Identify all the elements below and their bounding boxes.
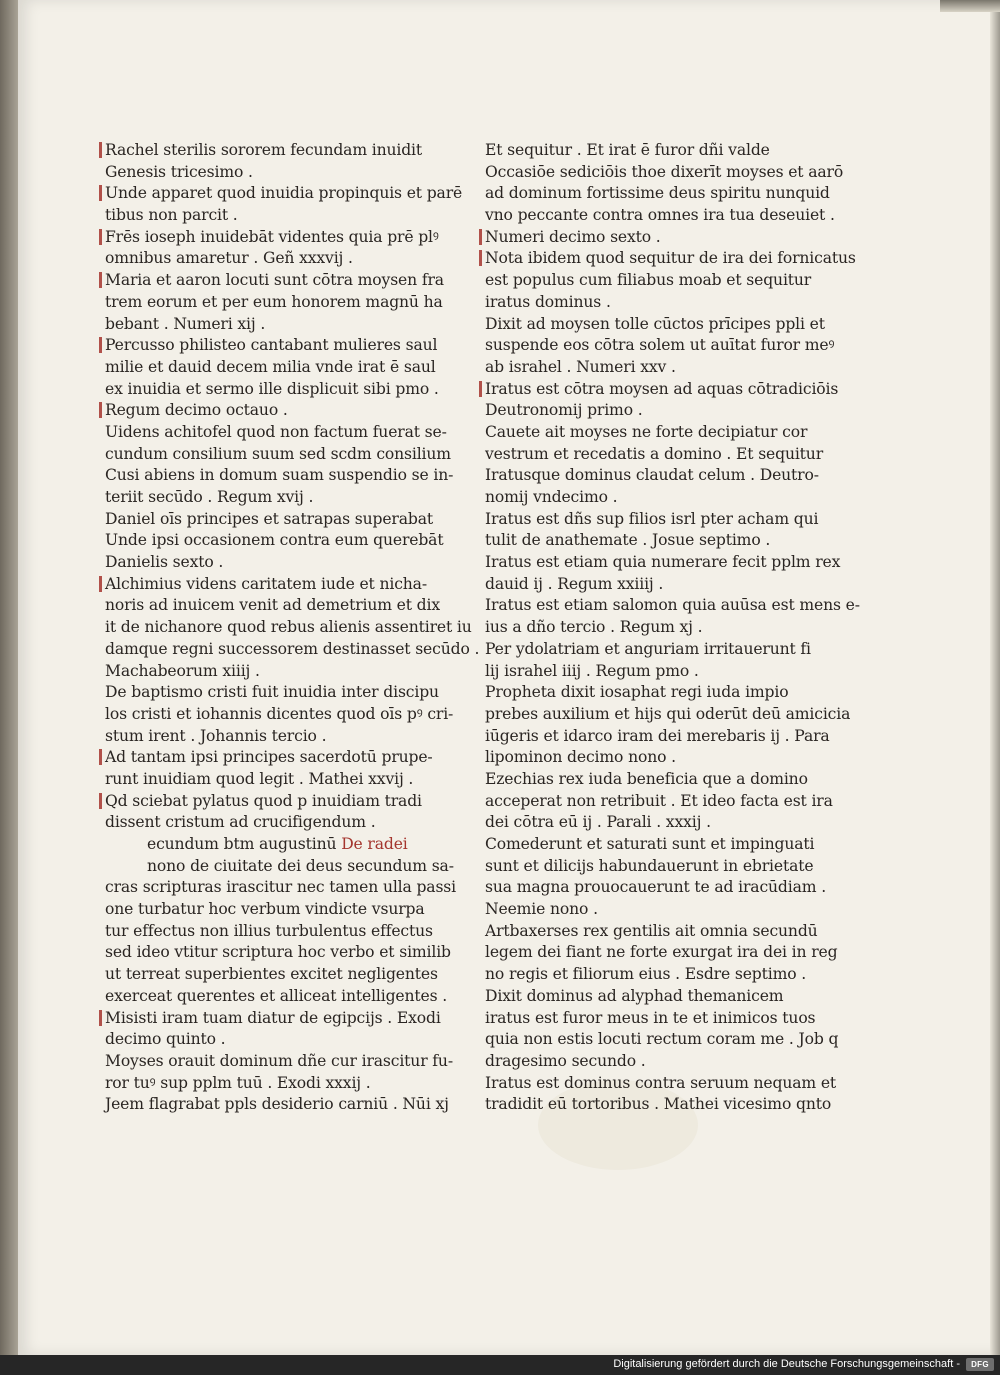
text-line (105, 661, 425, 683)
text-line (105, 140, 425, 162)
line-text: nomij vndecimo . (485, 488, 618, 506)
book-gutter (0, 0, 18, 1355)
rubric-mark (99, 402, 102, 418)
line-text: Unde ipsi occasionem contra eum querebāt (105, 531, 444, 550)
line-text: it de nichanore quod rebus alienis assentiret iu (105, 618, 472, 637)
text-line (105, 422, 447, 444)
text-line (105, 747, 433, 769)
line-text: Iratus est etiam salomon quia auūsa est mens e- (485, 596, 860, 615)
line-text: Artbaxerses rex gentilis ait omnia secundū (485, 921, 818, 940)
line-text: Deutronomij primo . (485, 401, 643, 420)
line-text: Iratus est etiam quia numerare fecit pplm rex (485, 553, 841, 572)
line-text: legem dei fiant ne forte exurgat ira dei in reg (485, 943, 838, 962)
line-text: ab israhel . Numeri xxv . (485, 357, 676, 376)
line-text: Alchimius videns caritatem iude et nicha- (105, 574, 427, 593)
line-text: Dixit ad moysen tolle cūctos prīcipes ppli et (485, 314, 825, 333)
text-line (485, 812, 805, 834)
text-line (105, 530, 444, 552)
line-text: Frēs ioseph inuidebāt videntes quia prē plꝰ (105, 227, 439, 246)
line-text: trem eorum et per eum honorem magnū ha (105, 292, 443, 311)
rubric-mark (99, 337, 102, 353)
text-line (105, 964, 438, 986)
text-line (485, 747, 805, 769)
text-line (105, 921, 433, 943)
text-line (485, 639, 811, 661)
line-text: no regis et filiorum eius . Esdre septimo . (485, 965, 807, 984)
text-line (485, 270, 812, 292)
text-line (105, 682, 439, 704)
text-line (485, 292, 805, 314)
text-line (105, 183, 463, 205)
text-line (485, 379, 839, 401)
text-line (485, 726, 830, 748)
text-line (485, 661, 805, 683)
text-line (105, 1051, 453, 1073)
text-line (105, 379, 439, 401)
text-line (105, 205, 425, 227)
line-text: dragesimo secundo . (485, 1051, 646, 1070)
rubric-mark (99, 272, 102, 288)
text-line (105, 877, 456, 899)
line-text: vestrum et recedatis a domino . Et sequitur (485, 444, 823, 463)
line-text: Uidens achitofel quod non factum fuerat se- (105, 422, 447, 441)
line-text: Et sequitur . Et irat ē furor dñi valde (485, 141, 770, 159)
line-text: Dixit dominus ad alyphad themanicem (485, 986, 784, 1005)
line-text: exerceat querentes et alliceat intelligentes . (105, 986, 448, 1005)
rubric-mark (99, 793, 102, 809)
dfg-logo: DFG (966, 1358, 994, 1371)
rubric-mark (99, 142, 102, 158)
footer-credit: Digitalisierung gefördert durch die Deutsche Forschungsgemeinschaft - (613, 1358, 960, 1370)
text-line (105, 769, 425, 791)
text-line (485, 530, 805, 552)
rubric-mark (479, 250, 482, 266)
line-text: Qd sciebat pylatus quod p inuidiam tradi (105, 791, 422, 810)
top-fore-edge (940, 0, 1000, 12)
line-text: dei cōtra eū ij . Parali . xxxij . (485, 813, 711, 832)
line-text: noris ad inuicem venit ad demetrium et dix (105, 596, 440, 615)
line-text: ad dominum fortissime deus spiritu nunquid (485, 184, 830, 203)
text-line (485, 921, 818, 943)
text-line (485, 509, 819, 531)
line-text: Jeem flagrabat ppls desiderio carniū . Nūi xj (105, 1095, 449, 1114)
text-line (105, 509, 433, 531)
text-line (485, 1073, 837, 1095)
text-line (105, 227, 439, 249)
text-line (485, 162, 844, 184)
line-text: iratus dominus . (485, 292, 611, 311)
line-text: decimo quinto . (105, 1030, 226, 1049)
line-text: iūgeris et idarco iram dei merebaris ij . Para (485, 726, 830, 745)
rubric-mark (479, 381, 482, 397)
text-line (105, 162, 425, 184)
text-line (105, 791, 425, 813)
line-text: tibus non parcit . (105, 206, 238, 225)
text-line (485, 422, 808, 444)
rubric-text: De radei (341, 835, 408, 853)
text-line (485, 400, 805, 422)
line-text: lij israhel iiij . Regum pmo . (485, 661, 699, 680)
line-text: iratus est furor meus in te et inimicos tuos (485, 1008, 816, 1027)
text-line (105, 357, 436, 379)
line-text: Neemie nono . (485, 900, 598, 919)
line-text: suspende eos cōtra solem ut auītat furor meꝰ (485, 336, 835, 355)
text-line (105, 1094, 449, 1116)
text-line (485, 899, 805, 921)
line-text: stum irent . Johannis tercio . (105, 726, 327, 745)
line-text: dissent cristum ad crucifigendum . (105, 813, 376, 832)
line-text: omnibus amaretur . Geñ xxxvij . (105, 249, 353, 268)
line-text: vno peccante contra omnes ira tua deseuiet . (485, 206, 835, 225)
text-line (485, 942, 838, 964)
text-line (485, 682, 805, 704)
line-text: cras scripturas irascitur nec tamen ulla passi (105, 878, 456, 897)
line-text: Iratus est dñs sup filios isrl pter acham qui (485, 509, 819, 528)
line-text: Ezechias rex iuda beneficia que a domino (485, 769, 808, 788)
line-text: Danielis sexto . (105, 553, 224, 572)
line-text: ex inuidia et sermo ille displicuit sibi pmo . (105, 379, 439, 398)
text-line (485, 986, 805, 1008)
rubric-mark (99, 749, 102, 765)
text-line (485, 834, 815, 856)
line-text: Moyses orauit dominum dñe cur irascitur fu- (105, 1051, 453, 1070)
line-text: Daniel oīs principes et satrapas superabat (105, 509, 433, 528)
text-line (485, 335, 835, 357)
text-line (105, 986, 448, 1008)
line-text: teriit secūdo . Regum xvij . (105, 488, 314, 506)
text-line (485, 704, 851, 726)
rubric-mark (99, 229, 102, 245)
line-text: Unde apparet quod inuidia propinquis et parē (105, 184, 463, 203)
text-line (485, 617, 805, 639)
text-line (105, 834, 425, 856)
text-line (485, 1094, 832, 1116)
line-text: Genesis tricesimo . (105, 162, 253, 181)
text-line (485, 357, 805, 379)
text-line (485, 248, 856, 270)
text-line (485, 574, 805, 596)
text-line (105, 639, 480, 661)
text-line (485, 205, 835, 227)
line-text: est populus cum filiabus moab et sequitur (485, 271, 812, 290)
text-line (105, 444, 451, 466)
line-text: prebes auxilium et hijs qui oderūt deū amicicia (485, 704, 851, 723)
text-line (105, 1029, 425, 1051)
text-line (485, 227, 805, 249)
line-text: sed ideo vtitur scriptura hoc verbo et similib (105, 943, 451, 962)
text-line (105, 400, 425, 422)
line-text: Maria et aaron locuti sunt cōtra moysen fra (105, 271, 444, 290)
text-line (485, 595, 860, 617)
right-text-column (485, 140, 860, 1116)
line-text: Regum decimo octauo . (105, 401, 288, 420)
text-line (485, 183, 830, 205)
rubric-mark (99, 1010, 102, 1026)
text-line (485, 465, 819, 487)
text-line (485, 1029, 839, 1051)
text-line (485, 1051, 805, 1073)
line-text: los cristi et iohannis dicentes quod oīs pꝰ cri- (105, 704, 454, 723)
line-text: ror tuꝰ sup pplm tuū . Exodi xxxij . (105, 1073, 371, 1092)
text-line (485, 856, 814, 878)
line-text: acceperat non retribuit . Et ideo facta est ira (485, 791, 833, 810)
text-line (485, 877, 827, 899)
page-edge (990, 0, 1000, 1355)
line-text: Iratusque dominus claudat celum . Deutro- (485, 466, 819, 485)
line-text: Misisti iram tuam diatur de egipcijs . Exodi (105, 1008, 441, 1027)
line-text: quia non estis locuti rectum coram me . Job q (485, 1030, 839, 1049)
line-text: runt inuidiam quod legit . Mathei xxvij . (105, 769, 414, 788)
line-text: nono de ciuitate dei deus secundum sa- (147, 856, 454, 875)
text-line (485, 140, 805, 162)
line-text: Percusso philisteo cantabant mulieres saul (105, 336, 438, 355)
text-line (105, 574, 425, 596)
line-text: Rachel sterilis sororem fecundam inuidit (105, 141, 423, 159)
line-text: Comederunt et saturati sunt et impinguati (485, 835, 815, 853)
text-line (105, 595, 440, 617)
text-line (485, 769, 808, 791)
text-line (105, 942, 451, 964)
footer-bar (0, 1355, 1000, 1375)
text-line (105, 314, 425, 336)
line-text: Propheta dixit iosaphat regi iuda impio (485, 683, 789, 702)
text-line (485, 487, 805, 509)
line-text: Nota ibidem quod sequitur de ira dei fornicatus (485, 249, 856, 268)
text-line (105, 617, 472, 639)
line-text: ius a dño tercio . Regum xj . (485, 618, 703, 637)
line-text: Ad tantam ipsi principes sacerdotū prupe- (105, 748, 433, 767)
text-line (105, 292, 443, 314)
text-line (485, 552, 841, 574)
line-text: Cusi abiens in domum suam suspendio se in- (105, 466, 454, 485)
line-text: cundum consilium suum sed scdm consilium (105, 444, 451, 463)
line-text: Cauete ait moyses ne forte decipiatur cor (485, 422, 808, 441)
left-text-column (105, 140, 480, 1116)
rubric-mark (99, 185, 102, 201)
line-text: one turbatur hoc verbum vindicte vsurpa (105, 900, 425, 919)
line-text: Machabeorum xiiij . (105, 661, 260, 680)
line-text: ut terreat superbientes excitet negligentes (105, 965, 438, 984)
line-text: tulit de anathemate . Josue septimo . (485, 531, 771, 550)
text-line (485, 444, 823, 466)
text-line (485, 1008, 816, 1030)
text-line (485, 314, 825, 336)
text-line (105, 487, 425, 509)
line-text: dauid ij . Regum xxiiij . (485, 574, 664, 593)
line-text: De baptismo cristi fuit inuidia inter discipu (105, 683, 439, 702)
text-line (105, 726, 425, 748)
line-text: Iratus est dominus contra seruum nequam et (485, 1073, 837, 1092)
line-text: damque regni successorem destinasset secūdo . (105, 639, 480, 658)
text-line (105, 1073, 425, 1095)
line-text: milie et dauid decem milia vnde irat ē saul (105, 357, 436, 376)
line-text: sunt et dilicijs habundauerunt in ebrietate (485, 856, 814, 875)
line-text: ecundum btm augustinū (147, 835, 342, 853)
line-text: Per ydolatriam et anguriam irritauerunt fi (485, 639, 811, 658)
line-text: Occasiōe sediciōis thoe dixerīt moyses et aarō (485, 162, 844, 181)
text-line (105, 856, 454, 878)
line-text: lipominon decimo nono . (485, 748, 676, 767)
text-line (105, 812, 425, 834)
text-line (105, 552, 425, 574)
text-line (105, 270, 444, 292)
line-text: sua magna prouocauerunt te ad iracūdiam . (485, 878, 827, 897)
text-line (105, 465, 454, 487)
text-line (105, 899, 425, 921)
rubric-mark (479, 229, 482, 245)
text-line (485, 791, 833, 813)
text-line (105, 335, 438, 357)
rubric-mark (99, 576, 102, 592)
text-line (105, 704, 454, 726)
text-line (485, 964, 805, 986)
line-text: bebant . Numeri xij . (105, 314, 266, 333)
text-line (105, 1008, 441, 1030)
line-text: tur effectus non illius turbulentus effectus (105, 921, 433, 940)
line-text: tradidit eū tortoribus . Mathei vicesimo qnto (485, 1095, 832, 1114)
line-text: Iratus est cōtra moysen ad aquas cōtradiciōis (485, 379, 839, 398)
text-line (105, 248, 425, 270)
line-text: Numeri decimo sexto . (485, 227, 661, 246)
